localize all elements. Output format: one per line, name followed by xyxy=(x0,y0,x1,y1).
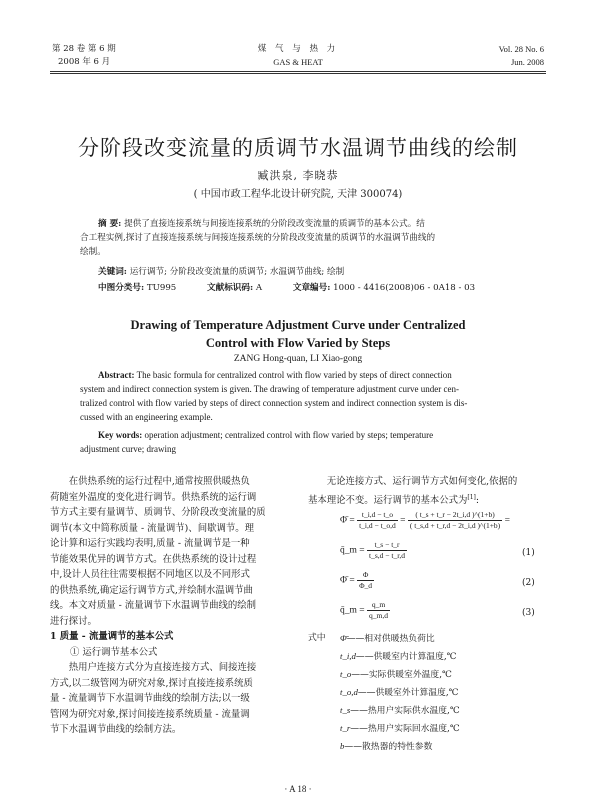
eq3-lhs: Φ̄ = xyxy=(340,575,355,586)
header-date-cn: 2008 年 6 月 xyxy=(58,57,111,67)
symbol-definition xyxy=(340,630,550,648)
paper-title-en-line2: Control with Flow Varied by Steps xyxy=(205,336,391,350)
text-span: 基本理论不变。运行调节的基本公式为 xyxy=(308,494,468,506)
eq3-fraction xyxy=(357,570,374,591)
equation-3 xyxy=(340,570,374,591)
keywords-en-line2: adjustment curve; drawing xyxy=(80,444,176,454)
symbol: b xyxy=(340,741,345,751)
eq3-num: Φ xyxy=(357,570,374,581)
left-column xyxy=(50,474,294,738)
abstract-en-line3: tralized control with flow varied by steps of direct connection system and indirect connection system is dis- xyxy=(80,398,468,408)
symbol-list xyxy=(340,630,550,756)
eq2-den: t_s,d − t_r,d xyxy=(369,551,406,560)
paper-title-en-line1: Drawing of Temperature Adjustment Curve under Centralized xyxy=(130,318,466,332)
text-line: 中,设计人员往往需要根据不同地区以及不同形式 xyxy=(50,569,250,580)
eq2-num: t_s − t_r xyxy=(367,540,407,551)
symbol-description: ——供暖室内计算温度,℃ xyxy=(355,652,457,662)
equation-1 xyxy=(340,510,510,531)
eq4-fraction xyxy=(367,600,390,621)
equation-4 xyxy=(340,600,390,621)
symbol-definition xyxy=(340,720,550,738)
eq3-den: Φ_d xyxy=(359,581,373,590)
clc-label: 中图分类号: xyxy=(98,283,145,293)
eq4-lhs: q̄_m = xyxy=(340,605,365,616)
symbol-definition xyxy=(340,648,550,666)
eq-number-2: (2) xyxy=(522,578,535,588)
keywords-en xyxy=(98,428,528,442)
symbol-definition xyxy=(340,738,550,756)
doc-code-label: 文献标识码: xyxy=(207,283,254,293)
citation-ref[interactable]: [1] xyxy=(467,493,476,501)
text-line: 荷随室外温度的变化进行调节。供热系统的运行调 xyxy=(50,491,257,503)
abstract-cn-line2: 合工程实例,探讨了直接连接系统与间接连接系统的分阶段改变流量的质调节的水温调节曲线的 xyxy=(80,233,436,243)
symbol: t_i,d xyxy=(340,651,356,661)
subsection-heading-1: ① 运行调节基本公式 xyxy=(70,646,158,658)
text-span: : xyxy=(475,494,480,506)
symbol-definition xyxy=(340,666,550,684)
eq1-lhs: Φ̄ = xyxy=(340,515,355,526)
symbol-description: ——实际供暖室外温度,℃ xyxy=(351,670,452,680)
header-rule xyxy=(50,71,546,72)
header-rule-2 xyxy=(50,73,546,74)
method-paragraph xyxy=(50,660,294,738)
affiliation-cn: ( 中国市政工程华北设计研究院, 天津 300074) xyxy=(193,189,403,200)
text-line: 管网为研究对象,探讨间接连接系统质量 - 流量调 xyxy=(50,708,250,720)
abstract-en xyxy=(98,368,523,382)
symbol: Φ̄ xyxy=(340,633,347,643)
abstract-en-line2: system and indirect connection system is given. The drawing of temperature adjustment curve under cen- xyxy=(80,384,459,394)
eq1-fraction-2 xyxy=(408,510,502,531)
text-line: 量 - 流量调节下水温调节曲线的绘制方法;以一级 xyxy=(50,693,250,704)
article-no-value: 1000 - 4416(2008)06 - 0A18 - 03 xyxy=(333,283,476,293)
text-line: 的供热系统,确定运行调节方式,并绘制水温调节曲 xyxy=(50,584,253,596)
symbol-description: ——热用户实际供水温度,℃ xyxy=(350,706,460,716)
symbol: t_s xyxy=(340,705,351,715)
eq2-fraction xyxy=(367,540,407,561)
eq1-fraction-1 xyxy=(357,510,398,531)
keywords-cn-text: 运行调节; 分阶段改变流量的质调节; 水温调节曲线; 绘制 xyxy=(129,267,345,277)
eq-number-3: (3) xyxy=(522,608,535,618)
equation-2 xyxy=(340,540,407,561)
keywords-cn-label: 关键词: xyxy=(98,267,127,277)
header-volume-cn: 第 28 卷 第 6 期 xyxy=(52,44,116,54)
keywords-en-label: Key words: xyxy=(98,430,143,440)
symbol-description: ——相对供暖热负荷比 xyxy=(346,634,435,644)
text-line: 无论连接方式、运行调节方式如何变化,依据的 xyxy=(326,476,518,487)
classification xyxy=(98,281,475,295)
text-line: 在供热系统的运行过程中,通常按照供暖热负 xyxy=(68,476,250,487)
formula-intro-paragraph xyxy=(308,474,548,508)
keywords-cn xyxy=(98,265,344,279)
text-line: 调节(本文中简称质量 - 流量调节)、间歇调节。理 xyxy=(50,522,254,534)
abstract-cn xyxy=(98,217,518,231)
header-volume-en: Vol. 28 No. 6 xyxy=(498,44,544,54)
header-date-en: Jun. 2008 xyxy=(510,57,544,67)
symbol-definition xyxy=(340,702,550,720)
symbol-description: ——热用户实际回水温度,℃ xyxy=(350,724,460,734)
eq2-lhs: q̄_m = xyxy=(340,545,365,556)
text-line: 节下水温调节曲线的绘制方法。 xyxy=(50,724,182,735)
text-line: 节能效果优异的调节方式。在供热系统的设计过程 xyxy=(50,553,257,565)
abstract-en-line1: The basic formula for centralized control with flow varied by steps of direct connection xyxy=(136,370,452,380)
doc-code-value: A xyxy=(255,283,263,293)
keywords-en-line1: operation adjustment; centralized control with flow varied by steps; temperature xyxy=(144,430,434,440)
symbol: t_r xyxy=(340,723,351,733)
authors-en: ZANG Hong-quan, LI Xiao-gong xyxy=(233,354,363,364)
text-line: 线。本文对质量 - 流量调节下水温调节曲线的绘制 xyxy=(50,600,257,611)
abstract-cn-line3: 绘制。 xyxy=(80,247,106,257)
text-line: 热用户连接方式分为直接连接方式、间接连接 xyxy=(68,662,257,673)
eq4-den: q_m,d xyxy=(369,611,388,620)
symbol: t_o,d xyxy=(340,687,358,697)
eq1-num1: t_i,d − t_o xyxy=(357,510,398,521)
paper-title-cn: 分阶段改变流量的质调节水温调节曲线的绘制 xyxy=(78,136,518,160)
abstract-en-label: Abstract: xyxy=(98,370,135,380)
symbol-description: ——散热器的特性参数 xyxy=(344,742,433,752)
authors-cn: 臧洪泉, 李晓恭 xyxy=(257,169,339,182)
page-number: · A 18 · xyxy=(284,784,312,794)
text-line: 进行探讨。 xyxy=(50,615,97,627)
eq4-num: q_m xyxy=(367,600,390,611)
text-line: 方式,以二级管网为研究对象,探讨直接连接系统质 xyxy=(50,677,253,689)
right-column xyxy=(308,474,548,508)
header-journal-en: GAS & HEAT xyxy=(273,57,323,67)
eq1-den1: t_i,d − t_o,d xyxy=(359,521,396,530)
header-journal-cn: 煤 气 与 热 力 xyxy=(257,44,339,54)
text-line: 论计算和运行实践均表明,质量 - 流量调节是一种 xyxy=(50,538,250,549)
abstract-cn-line1: 提供了直接连接系统与间接连接系统的分阶段改变流量的质调节的基本公式。结 xyxy=(124,219,425,229)
where-label: 式中 xyxy=(308,633,326,643)
symbol-description: ——供暖室外计算温度,℃ xyxy=(357,688,459,698)
eq1-num2: ( t_s + t_r − 2t_i,d )^(1+b) xyxy=(408,510,502,521)
abstract-en-line4: cussed with an engineering example. xyxy=(80,412,213,422)
eq1-tail: = xyxy=(504,515,510,526)
abstract-cn-label: 摘 要: xyxy=(98,219,122,229)
section-heading-1: 1 质量 - 流量调节的基本公式 xyxy=(50,631,174,642)
text-line xyxy=(308,490,548,509)
eq1-equals: = xyxy=(400,515,406,526)
text-line: 节方式主要有量调节、质调节、分阶段改变流量的质 xyxy=(50,507,266,518)
eq-number-1: (1) xyxy=(522,548,535,558)
clc-value: TU995 xyxy=(146,283,177,293)
symbol-definition xyxy=(340,684,550,702)
eq1-den2: ( t_s,d + t_r,d − 2t_i,d )^(1+b) xyxy=(409,521,501,530)
article-no-label: 文章编号: xyxy=(292,283,331,293)
symbol: t_o xyxy=(340,669,352,679)
intro-paragraph xyxy=(50,474,294,629)
